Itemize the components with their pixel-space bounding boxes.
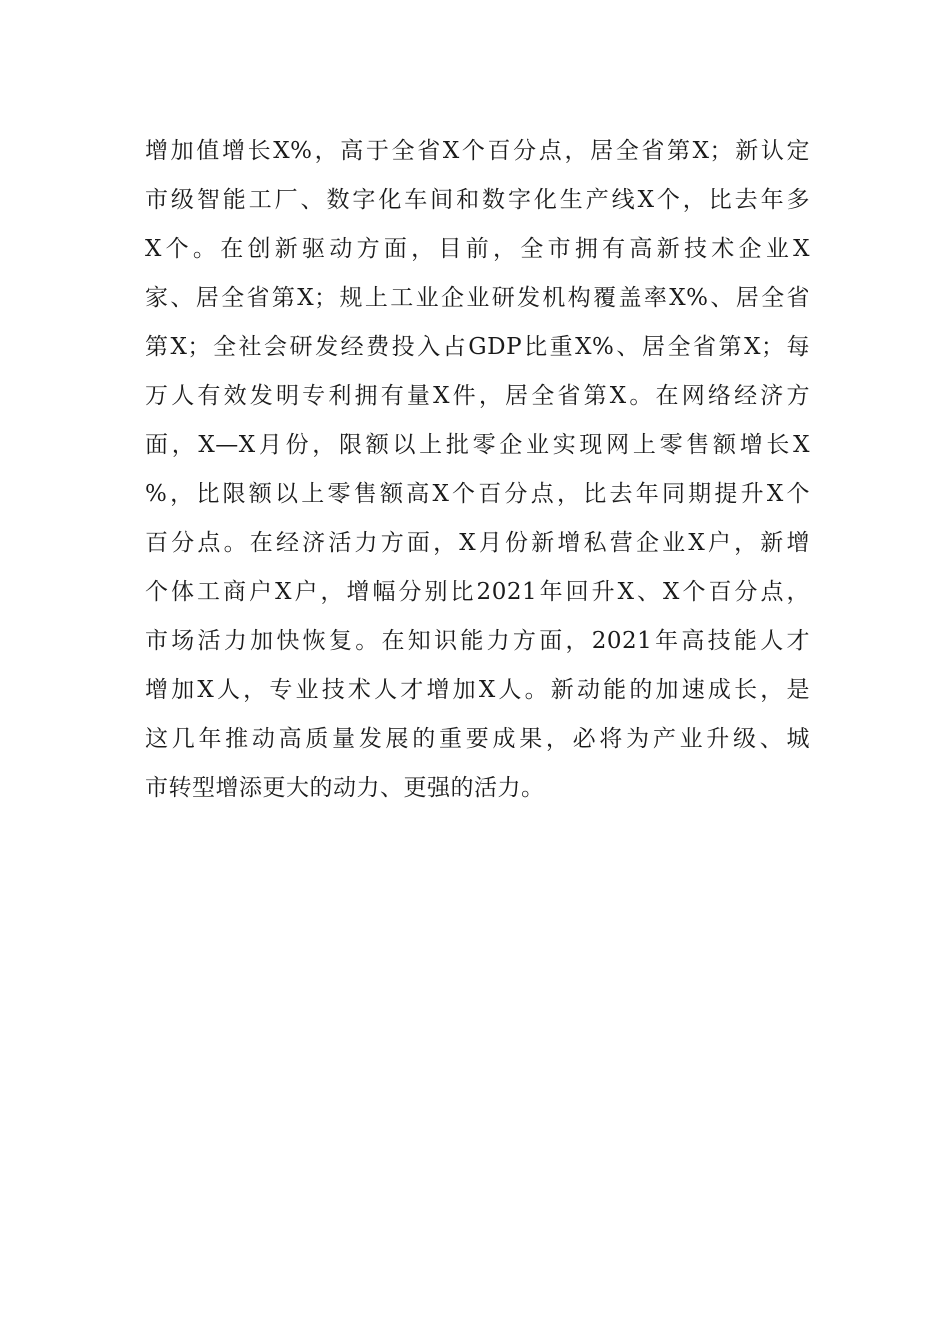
body-paragraph bbox=[145, 127, 810, 813]
text-line-5: 第X；全社会研发经费投入占GDP比重X%、居全省第X；每 bbox=[145, 334, 810, 360]
text-line-8: %，比限额以上零售额高X个百分点，比去年同期提升X个 bbox=[145, 481, 810, 507]
text-line-3: X个。在创新驱动方面，目前，全市拥有高新技术企业X bbox=[145, 236, 810, 262]
text-line-14: 市转型增添更大的动力、更强的活力。 bbox=[145, 775, 545, 801]
text-line-10: 个体工商户X户，增幅分别比2021年回升X、X个百分点， bbox=[145, 579, 810, 605]
text-line-2: 市级智能工厂、数字化车间和数字化生产线X个，比去年多 bbox=[145, 187, 810, 213]
text-line-12: 增加X人，专业技术人才增加X人。新动能的加速成长，是 bbox=[145, 677, 810, 703]
text-line-11: 市场活力加快恢复。在知识能力方面，2021年高技能人才 bbox=[145, 628, 810, 654]
text-line-1: 增加值增长X%，高于全省X个百分点，居全省第X；新认定 bbox=[145, 138, 810, 164]
text-line-9: 百分点。在经济活力方面，X月份新增私营企业X户，新增 bbox=[145, 530, 810, 556]
text-line-4: 家、居全省第X；规上工业企业研发机构覆盖率X%、居全省 bbox=[145, 285, 810, 311]
text-line-6: 万人有效发明专利拥有量X件，居全省第X。在网络经济方 bbox=[145, 383, 810, 409]
text-line-13: 这几年推动高质量发展的重要成果，必将为产业升级、城 bbox=[145, 726, 810, 752]
text-line-7: 面，X—X月份，限额以上批零企业实现网上零售额增长X bbox=[145, 432, 810, 458]
